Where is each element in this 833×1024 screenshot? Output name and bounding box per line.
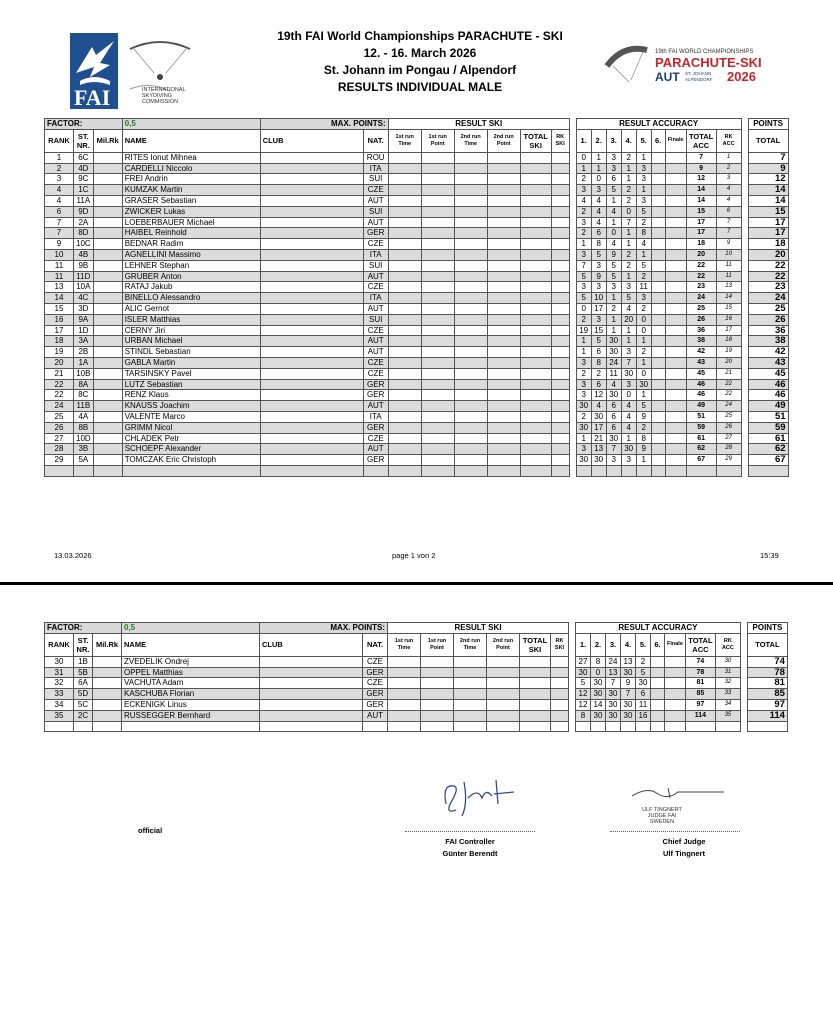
factor-label: FACTOR:: [45, 623, 122, 634]
judge-caption: [614, 836, 754, 860]
svg-text:2026: 2026: [727, 69, 756, 84]
table-row: 9 10C BEDNAR Radim CZE 1 8 4 1 4 18 9 18: [45, 239, 789, 250]
judge-signature: [628, 784, 728, 802]
print-date: 13.03.2026: [54, 551, 92, 560]
table-row: 24 11B KNAUSS Joachim AUT 30 4 6 4 5 49 24 49: [45, 401, 789, 412]
result-accuracy-header: RESULT ACCURACY: [576, 623, 741, 634]
controller-caption: [400, 836, 540, 860]
table-row: 34 5C ECKENIGK Linus GER 12 14 30 30 11 97 34 97: [45, 699, 788, 710]
fai-logo-text: FAI: [74, 85, 111, 109]
result-accuracy-header: RESULT ACCURACY: [576, 119, 741, 130]
table-row: 19 2B STINDL Sebastian AUT 1 6 30 3 2 42 19 42: [45, 347, 789, 358]
controller-role: FAI Controller: [445, 837, 495, 846]
svg-text:PARACHUTE-SKI: PARACHUTE-SKI: [655, 55, 762, 70]
fai-commission-text: INTERNATIONAL SKYDIVING COMMISSION: [142, 87, 186, 105]
svg-text:ALPENDORF: ALPENDORF: [685, 77, 713, 82]
table-row: 31 5B OPPEL Matthias GER 30 0 13 30 5 78 31 78: [45, 667, 788, 678]
table-row: 2 4D CARDELLI Niccolo ITA 1 1 3 1 3 9 2 9: [45, 163, 789, 174]
table-row: [45, 465, 789, 476]
max-points-label: MAX. POINTS:: [260, 623, 388, 634]
table-row: 7 8D HAIBEL Reinhold GER 2 6 0 1 8 17 7 17: [45, 228, 789, 239]
table-row: 27 10D CHLADEK Petr CZE 1 21 30 1 8 61 27 61: [45, 433, 789, 444]
table-row: 35 2C RUSSEGGER Bernhard AUT 8 30 30 30 16 114 35 114: [45, 710, 788, 721]
table-row: 13 10A RATAJ Jakub CZE 3 3 3 3 11 23 13 23: [45, 282, 789, 293]
max-points-label: MAX. POINTS:: [260, 119, 388, 130]
table-row: 10 4B AGNELLINI Massimo ITA 3 5 9 2 1 20 10 20: [45, 249, 789, 260]
table-row: 16 9A ISLER Matthias SUI 2 3 1 20 0 26 16 26: [45, 314, 789, 325]
title-line-2: 12. - 16. March 2026: [363, 46, 477, 60]
factor-value: 0,5: [122, 119, 260, 130]
table-row: 22 8C RENZ Klaus GER 3 12 30 0 1 46 22 46: [45, 390, 789, 401]
svg-text:19th FAI WORLD CHAMPIONSHIPS: 19th FAI WORLD CHAMPIONSHIPS: [655, 49, 754, 55]
table-row: 29 5A TOMCZAK Eric Christoph GER 30 30 3 3 1 67 29 67: [45, 455, 789, 466]
table-row: 26 8B GRIMM Nicol GER 30 17 6 4 2 59 26 59: [45, 422, 789, 433]
page-number: page 1 von 2: [392, 551, 436, 560]
table-row: 17 1D CERNY Jiri CZE 19 15 1 1 0 36 17 36: [45, 325, 789, 336]
judge-role: Chief Judge: [662, 837, 706, 846]
title-line-4: RESULTS INDIVIDUAL MALE: [337, 80, 503, 94]
table-row: 6 9D ZWICKER Lukas SUI 2 4 4 0 5 15 6 15: [45, 206, 789, 217]
table-row: 7 2A LOEBERBAUER Michael AUT 3 4 1 7 2 17 7 17: [45, 217, 789, 228]
table-row: 28 3B SCHOEPF Alexander AUT 3 13 7 30 9 62 28 62: [45, 444, 789, 455]
table-row: 18 3A URBAN Michael AUT 1 5 30 1 1 38 18 38: [45, 336, 789, 347]
results-table-page-1: FACTOR: 0,5 MAX. POINTS: RESULT SKI RESULT ACCURACY POINTS RANK ST. NR. Mil.Rk NAME CLUB NAT. 1st run Time 1st run Point 2nd run Time 2nd run Point TOTAL SKI RK SKI 1. 2. 3. 4. 5. 6. Finale TOTAL ACC RK ACC TOTAL 1 6C RITES Ionut Mihnea ROU 0 1 3 2 1 7 1 7 2 4D CARDELLI Niccolo ITA 1 1 3 1 3 9 2 9 3 9C FREI Andrin SUI 2 0 6 1 3 12 3 12 4 1C KUMZAK Martin CZE 3 3 5 2 1 14 4 14 4 11A GRASER Sebastian AUT 4 4 1 2 3 14 4 14 6 9D ZWICKER Lukas SUI 2 4 4 0 5 15 6 15 7 2A LOEBERBAUER Michael AUT 3 4 1 7 2 17 7 17 7 8D HAIBEL Reinhold GER 2 6 0 1 8 17 7 17 9 10C BEDNAR Radim CZE 1 8 4 1 4 18 9 18 10 4B AGNELLINI Massimo ITA 3 5 9 2 1 20 10 20 11 9B LEHNER Stephan SUI 7 3 5 2 5 22 11 22 11 11D GRUBER Anton AUT 5 9 5 1 2 22 11 22 13 10A RATAJ Jakub CZE 3 3 3 3 11 23 13 23 14 4C BINELLO Alessandro ITA 5 10 1 5 3 24 14 24 15 3D ALIC Gernot AUT 0 17 2 4 2 25 15 25 16 9A ISLER Matthias SUI 2 3 1 20 0 26 16 26 17 1D CERNY Jiri CZE 19 15 1 1 0 36 17 36 18 3A URBAN Michael AUT 1 5 30 1 1 38 18 38 19 2B STINDL Sebastian AUT 1 6 30 3 2 42 19 42 20 1A GABLA Martin CZE 3 8 24 7 1 43 20 43 21 10B TARSINSKY Pavel CZE 2 2 11 30 0 45 21 45 22 8A LUTZ Sebastian GER 3 6 4 3 30 46 22 46 22 8C RENZ Klaus GER 3 12 30 0 1 46 22 46 24 11B KNAUSS Joachim AUT 30 4 6 4 5 49 24 49 25 4A VALENTE Marco ITA 2 30 6 4 9 51 25 51 26 8B GRIMM Nicol GER 30 17 6 4 2 59 26 59 27 10D CHLADEK Petr CZE 1 21 30 1 8 61 27 61 28 3B SCHOEPF Alexander AUT 3 13 7 30 9 62 28 62 29 5A TOMCZAK Eric Christoph GER 30 30 3 3 1 67 29 67: [44, 118, 789, 477]
results-page-2: [0, 588, 833, 1024]
controller-name: Günter Berendt: [442, 849, 498, 858]
official-label: official: [138, 826, 163, 835]
table-row: 32 6A VACHUTA Adam CZE 5 30 7 9 30 81 32 81: [45, 678, 788, 689]
result-ski-header: RESULT SKI: [388, 119, 569, 130]
page-separator: [0, 582, 833, 585]
factor-value: 0,5: [122, 623, 260, 634]
result-ski-header: RESULT SKI: [388, 623, 569, 634]
table-row: 1 6C RITES Ionut Mihnea ROU 0 1 3 2 1 7 1 7: [45, 152, 789, 163]
controller-signature: [438, 774, 528, 818]
table-row: 11 11D GRUBER Anton AUT 5 9 5 1 2 22 11 22: [45, 271, 789, 282]
table-row: 25 4A VALENTE Marco ITA 2 30 6 4 9 51 25 51: [45, 411, 789, 422]
judge-stamp: ULF TINGNERT JUDGE FAI SWEDEN: [642, 807, 682, 825]
title-line-1: 19th FAI World Championships PARACHUTE - SKI: [277, 29, 563, 43]
table-row: 33 5D KASCHUBA Florian GER 12 30 30 7 6 85 33 85: [45, 689, 788, 700]
svg-text:AUT: AUT: [655, 70, 680, 84]
table-row: 4 11A GRASER Sebastian AUT 4 4 1 2 3 14 4 14: [45, 195, 789, 206]
table-row: 14 4C BINELLO Alessandro ITA 5 10 1 5 3 24 14 24: [45, 293, 789, 304]
factor-label: FACTOR:: [45, 119, 123, 130]
document-title: [250, 28, 590, 96]
table-row: 15 3D ALIC Gernot AUT 0 17 2 4 2 25 15 25: [45, 303, 789, 314]
judge-name: Ulf Tingnert: [663, 849, 705, 858]
table-row: 3 9C FREI Andrin SUI 2 0 6 1 3 12 3 12: [45, 174, 789, 185]
svg-text:ST. JOHANN: ST. JOHANN: [685, 71, 712, 76]
table-row: 11 9B LEHNER Stephan SUI 7 3 5 2 5 22 11 22: [45, 260, 789, 271]
print-time: 15:39: [760, 551, 779, 560]
table-row: 4 1C KUMZAK Martin CZE 3 3 5 2 1 14 4 14: [45, 185, 789, 196]
results-table-page-2: FACTOR: 0,5 MAX. POINTS: RESULT SKI RESULT ACCURACY POINTS RANK ST. NR. Mil.Rk NAME CLUB NAT. 1st run Time 1st run Point 2nd run Time 2nd run Point TOTAL SKI RK SKI 1. 2. 3. 4. 5. 6. Finale TOTAL ACC RK ACC TOTAL 30 1B ZVEDELIK Ondrej CZE 27 8 24 13 2 74 30 74 31 5B OPPEL Matthias GER 30 0 13 30 5 78 31 78 32 6A VACHUTA Adam CZE 5 30 7 9 30 81 32 81 33 5D KASCHUBA Florian GER 12 30 30 7 6 85 33 85 34 5C ECKENIGK Linus GER 12 14 30 30 11 97 34 97 35 2C RUSSEGGER Bernhard AUT 8 30 30 30 16 114 35 114: [44, 622, 788, 732]
controller-signature-line: [405, 831, 535, 832]
points-header: POINTS: [748, 119, 788, 130]
judge-signature-line: [610, 831, 740, 832]
table-row: 30 1B ZVEDELIK Ondrej CZE 27 8 24 13 2 74 30 74: [45, 656, 788, 667]
points-header: POINTS: [747, 623, 787, 634]
event-logo: [603, 40, 773, 88]
table-row: 22 8A LUTZ Sebastian GER 3 6 4 3 30 46 22 46: [45, 379, 789, 390]
table-row: [45, 721, 788, 732]
table-row: 21 10B TARSINSKY Pavel CZE 2 2 11 30 0 45 21 45: [45, 368, 789, 379]
title-line-3: St. Johann im Pongau / Alpendorf: [323, 63, 517, 77]
table-row: 20 1A GABLA Martin CZE 3 8 24 7 1 43 20 43: [45, 357, 789, 368]
